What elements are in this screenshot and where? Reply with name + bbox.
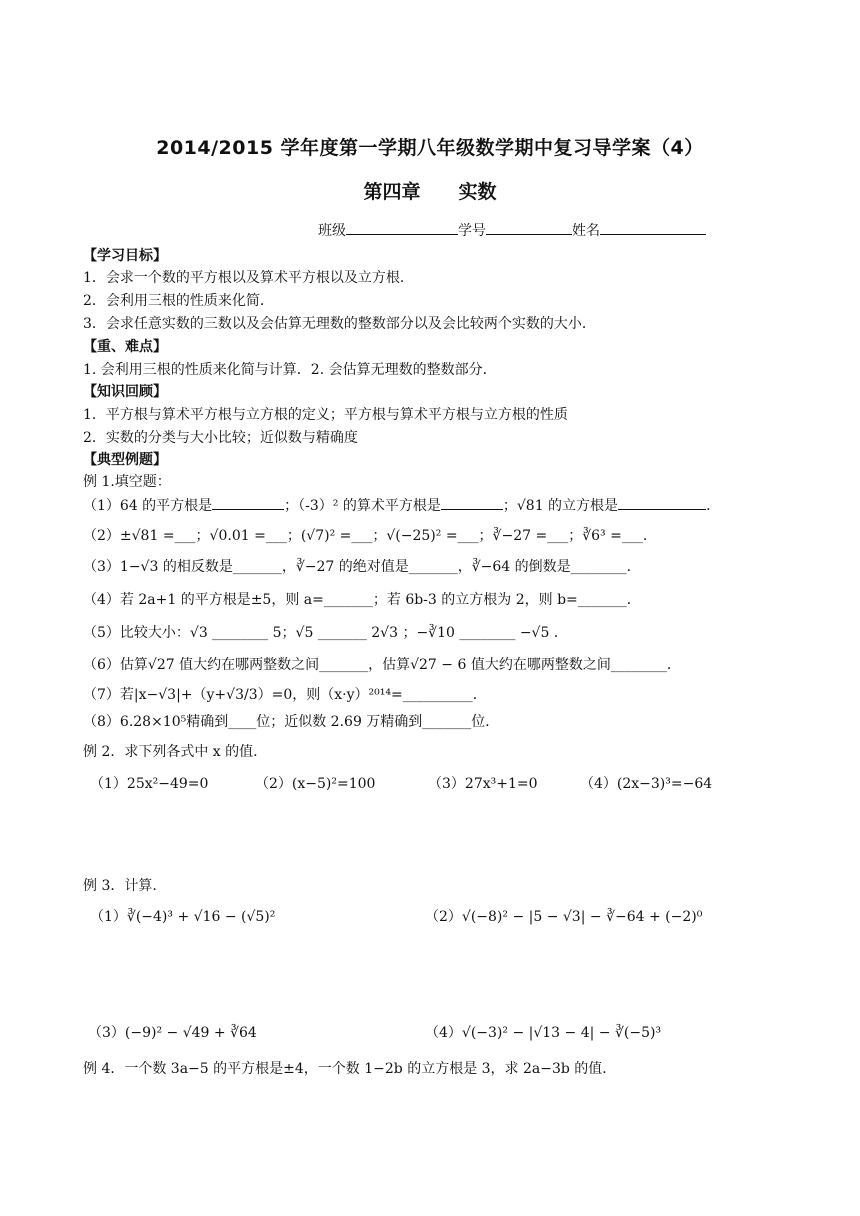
example-3-item: （3）(−9)² − √49 + ∛64 — [88, 1025, 257, 1041]
example-1-q6: （6）估算√27 值大约在哪两整数之间_______，估算√27 − 6 值大约在哪两整数之间________． — [83, 657, 681, 673]
q1-part-a: （1）64 的平方根是 — [83, 498, 213, 514]
name-label: 姓名 — [572, 223, 600, 239]
example-1-q1: （1）64 的平方根是 ；（-3）² 的算术平方根是 ；√81 的立方根是 ． — [83, 495, 720, 515]
review-item: 2．实数的分类与大小比较；近似数与精确度 — [83, 430, 358, 446]
example-2-item: （2）(x−5)²=100 — [255, 776, 376, 792]
example-1-q3: （3）1−√3 的相反数是_______，∛−27 的绝对值是_______，∛−64 的倒数是________． — [83, 559, 641, 575]
example-4-text: 例 4．一个数 3a−5 的平方根是±4，一个数 1−2b 的立方根是 3，求 2a−3b 的值． — [83, 1061, 617, 1077]
example-1-q4: （4）若 2a+1 的平方根是±5，则 a=_______；若 6b-3 的立方根为 2，则 b=_______． — [83, 592, 641, 608]
example-3-title: 例 3．计算. — [83, 878, 157, 894]
answer-blank — [212, 495, 284, 510]
example-1-q5: （5）比较大小：√3 ________ 5；√5 _______ 2√3 ；−∛10 ________ −√5 ． — [83, 625, 568, 641]
focus-text: 1. 会利用三根的性质来化简与计算．2. 会估算无理数的整数部分． — [83, 362, 497, 378]
examples-heading: 【典型例题】 — [83, 452, 167, 468]
example-2-title: 例 2．求下列各式中 x 的值. — [83, 744, 258, 760]
answer-blank — [441, 495, 503, 510]
focus-heading: 【重、难点】 — [83, 339, 167, 355]
q1-part-c: ；√81 的立方根是 — [502, 498, 619, 514]
review-item: 1．平方根与算术平方根与立方根的定义；平方根与算术平方根与立方根的性质 — [83, 407, 568, 423]
chapter-title: 第四章 实数 — [363, 181, 497, 203]
example-3-item: （2）√(−8)² − |5 − √3| − ∛−64 + (−2)⁰ — [425, 909, 703, 925]
example-3-item: （4）√(−3)² − |√13 − 4| − ∛(−5)³ — [425, 1025, 662, 1041]
goal-item: 2．会利用三根的性质来化简． — [83, 293, 274, 309]
example-2-item: （4）(2x−3)³=−64 — [580, 776, 713, 792]
goal-item: 3．会求任意实数的三数以及会估算无理数的整数部分以及会比较两个实数的大小． — [83, 316, 596, 332]
example-1-q7: （7）若|x−√3|+（y+√3/3）=0，则（x·y）²⁰¹⁴=__________． — [83, 687, 487, 703]
page-title: 2014/2015 学年度第一学期八年级数学期中复习导学案（4） — [156, 137, 704, 159]
example-2-item: （3）27x³+1=0 — [428, 776, 538, 792]
q1-part-b: ；（-3）² 的算术平方根是 — [284, 498, 441, 514]
goals-heading: 【学习目标】 — [83, 248, 167, 264]
goal-item: 1．会求一个数的平方根以及算术平方根以及立方根． — [83, 270, 414, 286]
example-1-title: 例 1.填空题： — [83, 474, 171, 490]
id-blank — [486, 220, 572, 235]
example-3-item: （1）∛(−4)³ + √16 − (√5)² — [90, 909, 276, 925]
id-label: 学号 — [458, 223, 486, 239]
answer-blank — [618, 495, 706, 510]
review-heading: 【知识回顾】 — [83, 384, 167, 400]
name-blank — [600, 220, 706, 235]
example-2-item: （1）25x²−49=0 — [90, 776, 209, 792]
class-blank — [346, 220, 458, 235]
example-1-q8: （8）6.28×10⁵精确到____位；近似数 2.69 万精确到_______位． — [83, 714, 500, 730]
example-1-q2: （2）±√81 =___；√0.01 =___；(√7)² =___；√(−25)² =___；∛−27 =___；∛6³ =___． — [83, 528, 657, 544]
class-label: 班级 — [318, 223, 346, 239]
student-info-line — [318, 220, 706, 240]
